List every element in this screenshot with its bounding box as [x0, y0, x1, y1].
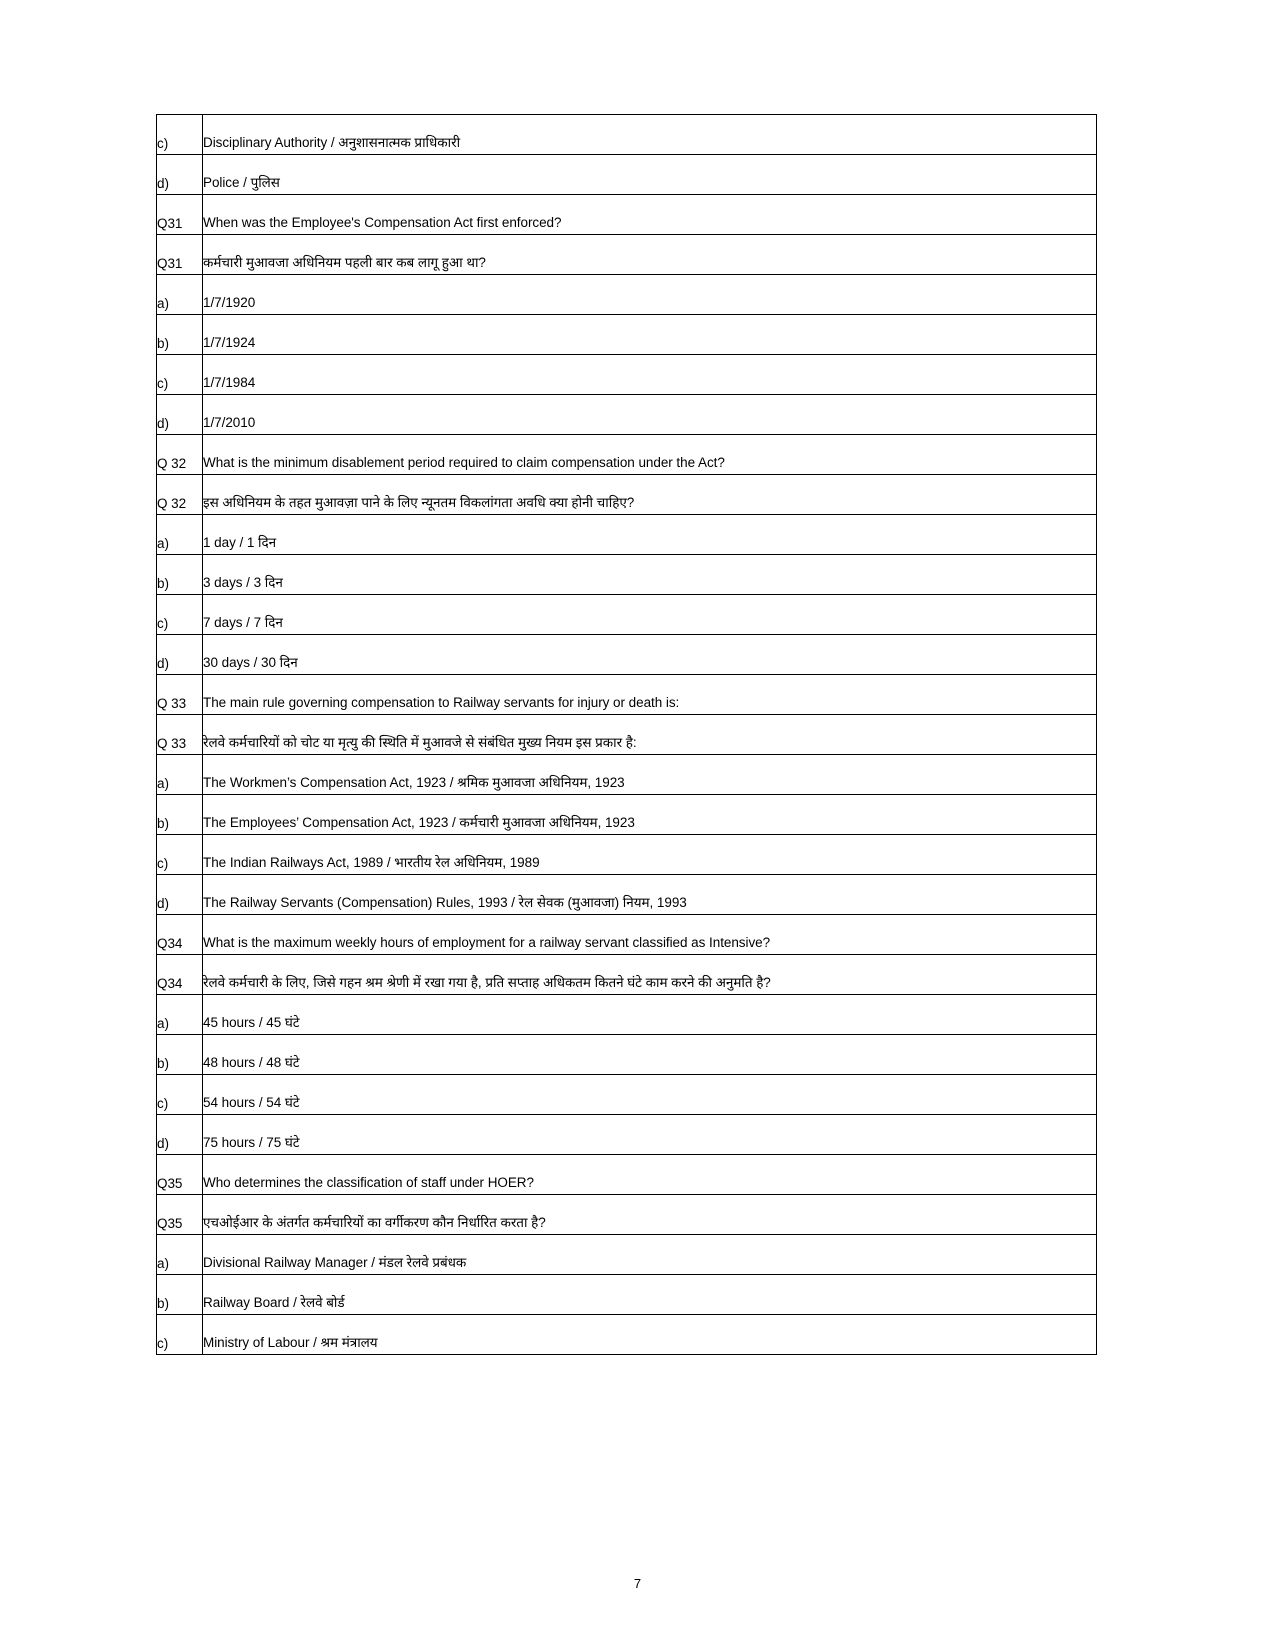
row-text-cell: The Railway Servants (Compensation) Rules, 1993 / रेल सेवक (मुआवजा) नियम, 1993: [203, 875, 1097, 915]
row-text-cell: 54 hours / 54 घंटे: [203, 1075, 1097, 1115]
row-text-cell: 7 days / 7 दिन: [203, 595, 1097, 635]
table-row: [157, 515, 1097, 555]
table-row: [157, 155, 1097, 195]
table-row: [157, 1275, 1097, 1315]
table-row: [157, 1115, 1097, 1155]
table-body: [157, 115, 1097, 1355]
row-text-cell: 48 hours / 48 घंटे: [203, 1035, 1097, 1075]
table-row: [157, 675, 1097, 715]
row-text-cell: एचओईआर के अंतर्गत कर्मचारियों का वर्गीकरण कौन निर्धारित करता है?: [203, 1195, 1097, 1235]
table-row: [157, 275, 1097, 315]
table-row: [157, 315, 1097, 355]
row-text-cell: 1/7/1984: [203, 355, 1097, 395]
row-label-cell: c): [157, 595, 203, 635]
table-row: [157, 1235, 1097, 1275]
question-answer-table: [156, 114, 1097, 1355]
table-row: [157, 195, 1097, 235]
row-text-cell: 3 days / 3 दिन: [203, 555, 1097, 595]
table-row: [157, 1155, 1097, 1195]
row-text-cell: Divisional Railway Manager / मंडल रेलवे प्रबंधक: [203, 1235, 1097, 1275]
row-label-cell: c): [157, 115, 203, 155]
row-label-cell: Q35: [157, 1155, 203, 1195]
row-label-cell: Q34: [157, 915, 203, 955]
row-label-cell: c): [157, 1315, 203, 1355]
row-text-cell: Police / पुलिस: [203, 155, 1097, 195]
row-label-cell: c): [157, 835, 203, 875]
table-row: [157, 835, 1097, 875]
row-text-cell: The Indian Railways Act, 1989 / भारतीय रेल अधिनियम, 1989: [203, 835, 1097, 875]
row-label-cell: d): [157, 875, 203, 915]
row-label-cell: b): [157, 1275, 203, 1315]
row-text-cell: कर्मचारी मुआवजा अधिनियम पहली बार कब लागू हुआ था?: [203, 235, 1097, 275]
row-text-cell: 30 days / 30 दिन: [203, 635, 1097, 675]
row-label-cell: c): [157, 355, 203, 395]
row-label-cell: Q 32: [157, 475, 203, 515]
table-row: [157, 755, 1097, 795]
row-text-cell: 1/7/2010: [203, 395, 1097, 435]
row-text-cell: The Employees’ Compensation Act, 1923 / कर्मचारी मुआवजा अधिनियम, 1923: [203, 795, 1097, 835]
table-row: [157, 475, 1097, 515]
row-text-cell: 1/7/1920: [203, 275, 1097, 315]
row-label-cell: a): [157, 1235, 203, 1275]
row-text-cell: Railway Board / रेलवे बोर्ड: [203, 1275, 1097, 1315]
table-row: [157, 355, 1097, 395]
table-row: [157, 795, 1097, 835]
row-text-cell: रेलवे कर्मचारियों को चोट या मृत्यु की स्थिति में मुआवजे से संबंधित मुख्य नियम इस प्रकार है:: [203, 715, 1097, 755]
row-label-cell: Q35: [157, 1195, 203, 1235]
row-text-cell: इस अधिनियम के तहत मुआवज़ा पाने के लिए न्यूनतम विकलांगता अवधि क्या होनी चाहिए?: [203, 475, 1097, 515]
table-row: [157, 915, 1097, 955]
table-row: [157, 995, 1097, 1035]
row-label-cell: b): [157, 315, 203, 355]
table-row: [157, 395, 1097, 435]
table-row: [157, 1075, 1097, 1115]
row-text-cell: 1/7/1924: [203, 315, 1097, 355]
row-label-cell: Q34: [157, 955, 203, 995]
table-row: [157, 715, 1097, 755]
row-label-cell: b): [157, 555, 203, 595]
row-text-cell: What is the maximum weekly hours of employment for a railway servant classified as Intensive?: [203, 915, 1097, 955]
row-text-cell: Ministry of Labour / श्रम मंत्रालय: [203, 1315, 1097, 1355]
row-label-cell: Q31: [157, 195, 203, 235]
row-label-cell: d): [157, 1115, 203, 1155]
table-row: [157, 235, 1097, 275]
row-text-cell: Disciplinary Authority / अनुशासनात्मक प्राधिकारी: [203, 115, 1097, 155]
table-row: [157, 595, 1097, 635]
row-label-cell: Q 32: [157, 435, 203, 475]
table-row: [157, 955, 1097, 995]
row-label-cell: Q 33: [157, 715, 203, 755]
page-number: 7: [633, 1576, 642, 1591]
row-label-cell: c): [157, 1075, 203, 1115]
table-row: [157, 635, 1097, 675]
table-row: [157, 875, 1097, 915]
table-row: [157, 435, 1097, 475]
row-text-cell: What is the minimum disablement period required to claim compensation under the Act?: [203, 435, 1097, 475]
row-label-cell: Q 33: [157, 675, 203, 715]
row-text-cell: When was the Employee's Compensation Act first enforced?: [203, 195, 1097, 235]
table-row: [157, 555, 1097, 595]
row-label-cell: d): [157, 395, 203, 435]
row-label-cell: b): [157, 795, 203, 835]
row-text-cell: Who determines the classification of staff under HOER?: [203, 1155, 1097, 1195]
row-label-cell: d): [157, 635, 203, 675]
row-text-cell: रेलवे कर्मचारी के लिए, जिसे गहन श्रम श्रेणी में रखा गया है, प्रति सप्ताह अधिकतम कितने घंटे काम करने की अनुमति है?: [203, 955, 1097, 995]
row-text-cell: The main rule governing compensation to Railway servants for injury or death is:: [203, 675, 1097, 715]
row-label-cell: b): [157, 1035, 203, 1075]
row-label-cell: a): [157, 755, 203, 795]
row-label-cell: a): [157, 275, 203, 315]
row-label-cell: a): [157, 515, 203, 555]
table-row: [157, 1315, 1097, 1355]
row-text-cell: 45 hours / 45 घंटे: [203, 995, 1097, 1035]
row-text-cell: 1 day / 1 दिन: [203, 515, 1097, 555]
row-text-cell: 75 hours / 75 घंटे: [203, 1115, 1097, 1155]
table-row: [157, 115, 1097, 155]
table-row: [157, 1035, 1097, 1075]
row-text-cell: The Workmen’s Compensation Act, 1923 / श्रमिक मुआवजा अधिनियम, 1923: [203, 755, 1097, 795]
row-label-cell: Q31: [157, 235, 203, 275]
row-label-cell: d): [157, 155, 203, 195]
row-label-cell: a): [157, 995, 203, 1035]
table-row: [157, 1195, 1097, 1235]
